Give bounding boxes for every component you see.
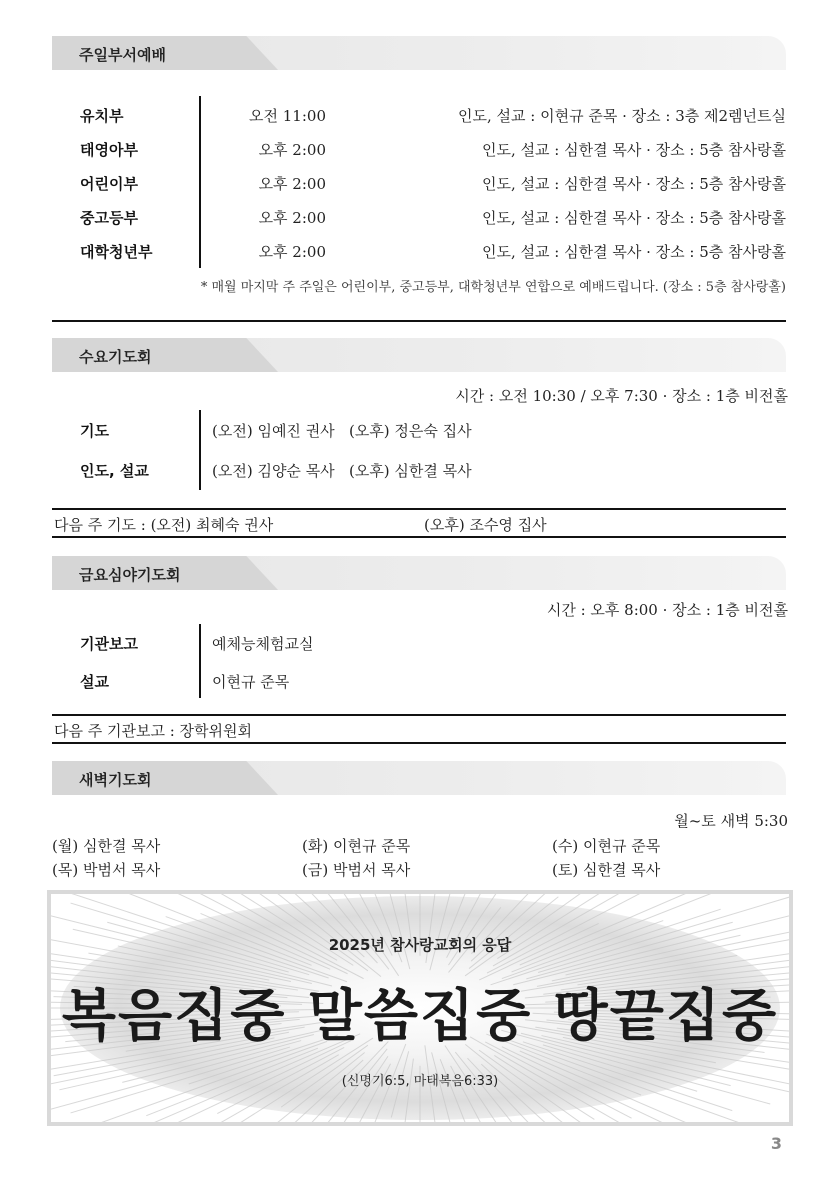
dept-name: 유치부	[80, 107, 124, 125]
report-label: 기관보고	[80, 635, 138, 653]
divider	[52, 320, 786, 322]
dawn-leader: (수) 이현규 준목	[552, 837, 661, 855]
dept-name: 어린이부	[80, 175, 138, 193]
section-title: 주일부서예배	[79, 46, 166, 64]
banner-headline: 복음집중 말씀집중 땅끝집중	[61, 984, 779, 1049]
section-title: 수요기도회	[79, 348, 152, 366]
divider	[52, 714, 786, 716]
column-divider	[199, 96, 201, 268]
prayer-value: (오전) 임예진 권사 (오후) 정은숙 집사	[212, 422, 472, 440]
dept-name: 대학청년부	[80, 243, 153, 261]
dawn-leader: (화) 이현규 준목	[302, 837, 411, 855]
friday-schedule: 시간 : 오후 8:00 · 장소 : 1층 비전홀	[546, 601, 788, 619]
page-number: 3	[770, 1134, 782, 1153]
next-week-prayer-pm: (오후) 조수영 집사	[424, 516, 547, 534]
dept-name: 태영아부	[80, 141, 138, 159]
sermon-value: 이현규 준목	[212, 673, 290, 691]
next-week-prayer-am: 다음 주 기도 : (오전) 최혜숙 권사	[54, 516, 274, 534]
dawn-leader: (금) 박범서 목사	[302, 861, 411, 879]
wednesday-schedule: 시간 : 오전 10:30 / 오후 7:30 · 장소 : 1층 비전홀	[455, 387, 788, 405]
service-detail: 인도, 설교 : 이현규 준목 · 장소 : 3층 제2렘넌트실	[458, 107, 786, 125]
service-time: 오후 2:00	[258, 141, 326, 159]
section-header-sunday	[52, 36, 786, 70]
section-header-wednesday	[52, 338, 786, 372]
sermon-value: (오전) 김양순 목사 (오후) 심한결 목사	[212, 462, 472, 480]
banner-subtitle: 2025년 참사랑교회의 응답	[328, 936, 512, 954]
section-header-friday	[52, 556, 786, 590]
service-detail: 인도, 설교 : 심한결 목사 · 장소 : 5층 참사랑홀	[482, 209, 786, 227]
service-detail: 인도, 설교 : 심한결 목사 · 장소 : 5층 참사랑홀	[482, 141, 786, 159]
next-week-report: 다음 주 기관보고 : 장학위원회	[54, 722, 253, 740]
banner-reference: (신명기6:5, 마태복음6:33)	[341, 1074, 499, 1089]
sunday-note: * 매월 마지막 주 주일은 어린이부, 중고등부, 대학청년부 연합으로 예배드립니다. (장소 : 5층 참사랑홀)	[200, 280, 786, 295]
service-time: 오후 2:00	[258, 175, 326, 193]
section-header-dawn	[52, 761, 786, 795]
divider	[52, 508, 786, 510]
divider	[52, 742, 786, 744]
dawn-leader: (목) 박범서 목사	[52, 861, 161, 879]
sermon-label: 인도, 설교	[80, 462, 149, 480]
report-value: 예체능체험교실	[212, 635, 314, 653]
dawn-schedule: 월~토 새벽 5:30	[674, 812, 788, 830]
prayer-label: 기도	[80, 422, 109, 440]
sermon-label: 설교	[80, 673, 109, 691]
service-time: 오전 11:00	[249, 107, 326, 125]
column-divider	[199, 410, 201, 490]
dept-name: 중고등부	[80, 209, 138, 227]
service-time: 오후 2:00	[258, 209, 326, 227]
service-detail: 인도, 설교 : 심한결 목사 · 장소 : 5층 참사랑홀	[482, 175, 786, 193]
service-time: 오후 2:00	[258, 243, 326, 261]
service-detail: 인도, 설교 : 심한결 목사 · 장소 : 5층 참사랑홀	[482, 243, 786, 261]
annual-theme-banner	[47, 890, 793, 1126]
section-title: 새벽기도회	[79, 771, 152, 789]
dawn-leader: (토) 심한결 목사	[552, 861, 661, 879]
section-title: 금요심야기도회	[79, 566, 181, 584]
dawn-leader: (월) 심한결 목사	[52, 837, 161, 855]
divider	[52, 536, 786, 538]
column-divider	[199, 624, 201, 698]
